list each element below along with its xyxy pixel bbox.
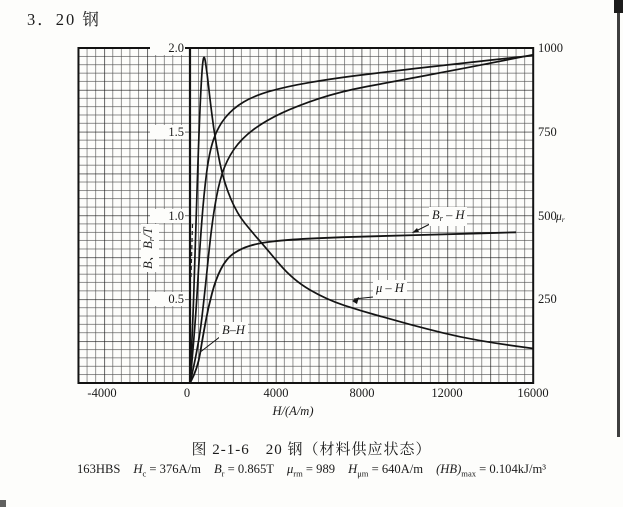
y-right-axis-title (556, 211, 565, 224)
mu-symbol-sub: r (561, 214, 565, 224)
property-hardness (77, 462, 120, 479)
prop-var: μ (286, 462, 294, 476)
prop-value: 163HBS (76, 462, 121, 476)
prop-value: = 989 (302, 462, 336, 476)
prop-value: = 0.104kJ/m³ (476, 462, 547, 476)
property-hc (133, 462, 201, 479)
property-br (214, 462, 274, 479)
x-tick-16000: 16000 (517, 386, 549, 400)
curve-label-br-h (429, 207, 467, 226)
x-tick-4000: 4000 (263, 386, 289, 400)
x-tick-8000: 8000 (349, 386, 375, 400)
prop-value: = 640A/m (368, 462, 424, 476)
x-tick-0: 0 (183, 386, 191, 400)
y-right-tick-250: 250 (538, 292, 557, 306)
label-rest: – H (382, 281, 404, 295)
scan-corner-artifact (614, 0, 623, 13)
material-properties-line (0, 462, 623, 479)
label-var: B (222, 323, 230, 337)
y-left-tick-0.5: 0.5 (150, 292, 185, 306)
scan-edge-artifact (617, 0, 620, 437)
y-left-title-sub: r (146, 237, 157, 242)
property-h-mum (348, 462, 423, 479)
curve-label-b-h (219, 322, 248, 341)
label-var: μ (376, 281, 383, 295)
property-mu-rm (287, 462, 335, 479)
prop-var: H (133, 462, 143, 476)
curve-label-mu-h (373, 280, 407, 299)
label-rest: –H (229, 323, 245, 337)
prop-sub: max (461, 468, 477, 479)
property-hb-max (436, 462, 546, 479)
prop-sub: μm (357, 468, 369, 479)
x-tick-12000: 12000 (431, 386, 463, 400)
y-right-tick-1000: 1000 (538, 41, 563, 55)
label-var: B (432, 208, 440, 222)
y-left-title-var: B、B (141, 241, 155, 269)
label-sub: r (439, 213, 443, 224)
prop-value: = 376A/m (146, 462, 201, 476)
page-title: 3．20 钢 (27, 10, 101, 29)
figure-caption: 图 2-1-6 20 钢（材料供应状态） (191, 442, 432, 458)
prop-sub: c (142, 468, 147, 479)
prop-value: = 0.865T (224, 462, 274, 476)
y-right-tick-750: 750 (538, 124, 557, 139)
prop-sub: r (221, 468, 225, 479)
x-tick--4000: -4000 (87, 386, 117, 400)
y-left-tick-2.0: 2.0 (150, 41, 185, 55)
prop-var: (HB) (436, 462, 462, 476)
prop-var: H (348, 462, 358, 476)
scan-corner-artifact-bl (0, 500, 6, 507)
mu-symbol: μ (556, 211, 562, 223)
prop-var: B (213, 462, 222, 476)
y-left-title-rest: /T (141, 227, 155, 238)
x-axis-title: H/(A/m) (272, 404, 314, 418)
y-left-tick-1.5: 1.5 (150, 125, 185, 139)
y-left-tick-1.0: 1.0 (150, 209, 185, 223)
y-right-tick-500: 500 (538, 208, 557, 223)
label-rest: – H (442, 208, 465, 222)
y-left-axis-title (141, 224, 159, 272)
prop-sub: rm (293, 468, 303, 479)
